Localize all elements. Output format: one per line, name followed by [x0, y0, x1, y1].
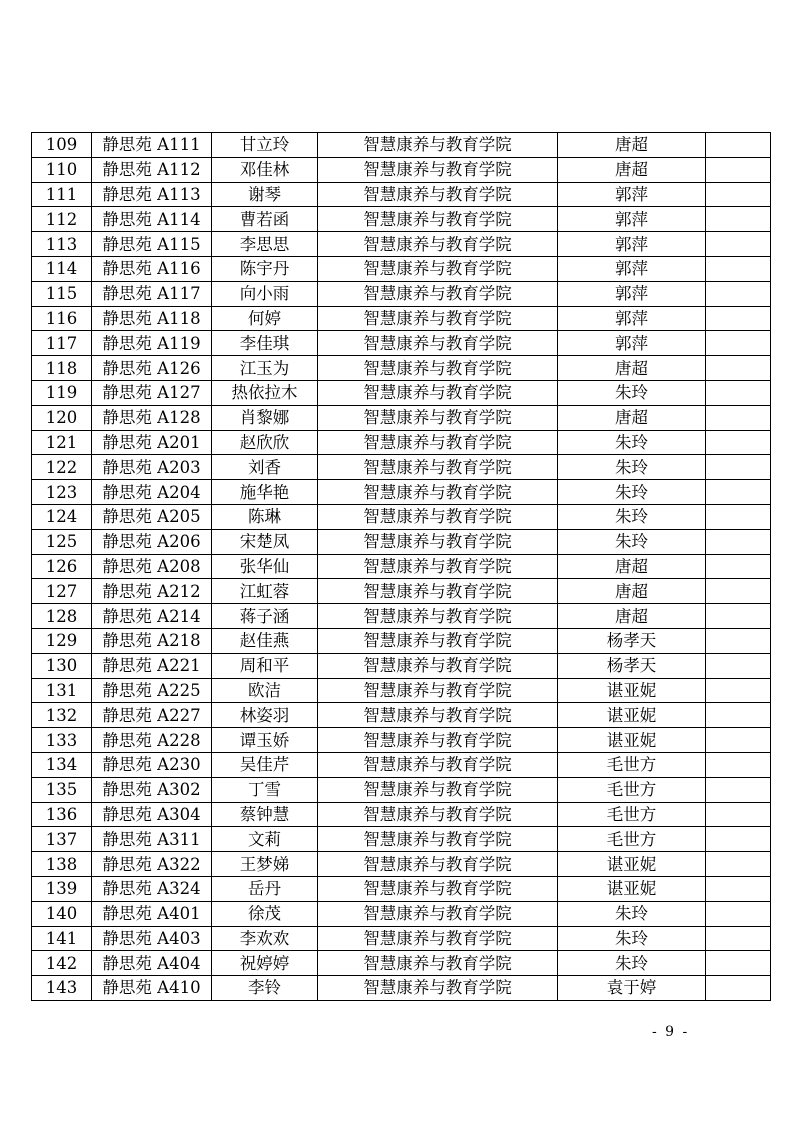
- cell-number: 111: [32, 182, 92, 207]
- cell-college: 智慧康养与教育学院: [318, 504, 558, 529]
- cell-counselor: 唐超: [558, 405, 706, 430]
- cell-note: [706, 504, 771, 529]
- cell-room: 静思苑 A212: [92, 579, 212, 604]
- cell-counselor: 朱玲: [558, 504, 706, 529]
- cell-name: 谭玉娇: [212, 728, 318, 753]
- cell-room: 静思苑 A118: [92, 306, 212, 331]
- cell-name: 林姿羽: [212, 703, 318, 728]
- cell-room: 静思苑 A218: [92, 628, 212, 653]
- cell-room: 静思苑 A204: [92, 480, 212, 505]
- cell-note: [706, 653, 771, 678]
- cell-room: 静思苑 A214: [92, 604, 212, 629]
- cell-number: 125: [32, 529, 92, 554]
- cell-college: 智慧康养与教育学院: [318, 728, 558, 753]
- cell-college: 智慧康养与教育学院: [318, 554, 558, 579]
- cell-college: 智慧康养与教育学院: [318, 430, 558, 455]
- table-row: [32, 380, 771, 405]
- cell-name: 江虹蓉: [212, 579, 318, 604]
- cell-counselor: 朱玲: [558, 926, 706, 951]
- cell-counselor: 唐超: [558, 604, 706, 629]
- cell-college: 智慧康养与教育学院: [318, 777, 558, 802]
- table-row: [32, 405, 771, 430]
- cell-college: 智慧康养与教育学院: [318, 182, 558, 207]
- cell-note: [706, 455, 771, 480]
- cell-number: 132: [32, 703, 92, 728]
- cell-room: 静思苑 A203: [92, 455, 212, 480]
- table-row: [32, 876, 771, 901]
- cell-room: 静思苑 A128: [92, 405, 212, 430]
- cell-number: 130: [32, 653, 92, 678]
- cell-note: [706, 752, 771, 777]
- cell-number: 128: [32, 604, 92, 629]
- cell-room: 静思苑 A322: [92, 852, 212, 877]
- cell-note: [706, 232, 771, 257]
- cell-note: [706, 157, 771, 182]
- cell-name: 张华仙: [212, 554, 318, 579]
- cell-room: 静思苑 A225: [92, 678, 212, 703]
- table-row: [32, 281, 771, 306]
- cell-note: [706, 628, 771, 653]
- table-row: [32, 777, 771, 802]
- cell-note: [706, 777, 771, 802]
- cell-college: 智慧康养与教育学院: [318, 256, 558, 281]
- cell-number: 143: [32, 976, 92, 1001]
- cell-college: 智慧康养与教育学院: [318, 852, 558, 877]
- cell-note: [706, 926, 771, 951]
- cell-note: [706, 802, 771, 827]
- cell-number: 135: [32, 777, 92, 802]
- cell-name: 蔡钟慧: [212, 802, 318, 827]
- cell-college: 智慧康养与教育学院: [318, 281, 558, 306]
- cell-college: 智慧康养与教育学院: [318, 802, 558, 827]
- cell-counselor: 郭萍: [558, 232, 706, 257]
- cell-counselor: 唐超: [558, 356, 706, 381]
- cell-college: 智慧康养与教育学院: [318, 926, 558, 951]
- cell-counselor: 谌亚妮: [558, 728, 706, 753]
- cell-counselor: 朱玲: [558, 951, 706, 976]
- table-row: [32, 256, 771, 281]
- cell-counselor: 毛世方: [558, 777, 706, 802]
- cell-number: 140: [32, 901, 92, 926]
- cell-note: [706, 207, 771, 232]
- cell-note: [706, 405, 771, 430]
- cell-counselor: 谌亚妮: [558, 852, 706, 877]
- cell-note: [706, 901, 771, 926]
- table-row: [32, 529, 771, 554]
- table-row: [32, 579, 771, 604]
- cell-number: 116: [32, 306, 92, 331]
- cell-college: 智慧康养与教育学院: [318, 356, 558, 381]
- cell-room: 静思苑 A127: [92, 380, 212, 405]
- cell-counselor: 郭萍: [558, 331, 706, 356]
- cell-room: 静思苑 A403: [92, 926, 212, 951]
- table-row: [32, 306, 771, 331]
- cell-counselor: 郭萍: [558, 182, 706, 207]
- cell-counselor: 杨孝天: [558, 628, 706, 653]
- cell-name: 赵欣欣: [212, 430, 318, 455]
- cell-room: 静思苑 A116: [92, 256, 212, 281]
- cell-counselor: 袁于婷: [558, 976, 706, 1001]
- cell-college: 智慧康养与教育学院: [318, 207, 558, 232]
- cell-name: 李佳琪: [212, 331, 318, 356]
- cell-name: 丁雪: [212, 777, 318, 802]
- cell-note: [706, 133, 771, 158]
- cell-note: [706, 281, 771, 306]
- cell-counselor: 谌亚妮: [558, 876, 706, 901]
- cell-number: 123: [32, 480, 92, 505]
- table-row: [32, 182, 771, 207]
- cell-note: [706, 256, 771, 281]
- cell-college: 智慧康养与教育学院: [318, 306, 558, 331]
- cell-counselor: 唐超: [558, 157, 706, 182]
- cell-counselor: 朱玲: [558, 901, 706, 926]
- cell-number: 134: [32, 752, 92, 777]
- table-row: [32, 901, 771, 926]
- cell-number: 109: [32, 133, 92, 158]
- page-number: - 9 -: [652, 1024, 690, 1040]
- cell-number: 114: [32, 256, 92, 281]
- cell-number: 121: [32, 430, 92, 455]
- cell-note: [706, 852, 771, 877]
- cell-name: 周和平: [212, 653, 318, 678]
- cell-note: [706, 951, 771, 976]
- cell-room: 静思苑 A228: [92, 728, 212, 753]
- cell-counselor: 毛世方: [558, 752, 706, 777]
- cell-room: 静思苑 A206: [92, 529, 212, 554]
- cell-counselor: 朱玲: [558, 455, 706, 480]
- cell-college: 智慧康养与教育学院: [318, 480, 558, 505]
- cell-name: 陈琳: [212, 504, 318, 529]
- cell-college: 智慧康养与教育学院: [318, 604, 558, 629]
- cell-name: 甘立玲: [212, 133, 318, 158]
- cell-counselor: 唐超: [558, 579, 706, 604]
- cell-room: 静思苑 A111: [92, 133, 212, 158]
- cell-number: 119: [32, 380, 92, 405]
- table-row: [32, 752, 771, 777]
- cell-counselor: 毛世方: [558, 827, 706, 852]
- cell-name: 何婷: [212, 306, 318, 331]
- cell-counselor: 谌亚妮: [558, 703, 706, 728]
- cell-number: 141: [32, 926, 92, 951]
- table-row: [32, 554, 771, 579]
- cell-college: 智慧康养与教育学院: [318, 380, 558, 405]
- table-row: [32, 430, 771, 455]
- cell-college: 智慧康养与教育学院: [318, 951, 558, 976]
- cell-room: 静思苑 A119: [92, 331, 212, 356]
- cell-college: 智慧康养与教育学院: [318, 653, 558, 678]
- table-row: [32, 207, 771, 232]
- table-row: [32, 331, 771, 356]
- cell-college: 智慧康养与教育学院: [318, 752, 558, 777]
- cell-name: 岳丹: [212, 876, 318, 901]
- cell-note: [706, 678, 771, 703]
- cell-name: 邓佳林: [212, 157, 318, 182]
- cell-counselor: 郭萍: [558, 281, 706, 306]
- cell-room: 静思苑 A201: [92, 430, 212, 455]
- cell-name: 李思思: [212, 232, 318, 257]
- table-row: [32, 455, 771, 480]
- cell-note: [706, 380, 771, 405]
- cell-number: 118: [32, 356, 92, 381]
- table-row: [32, 678, 771, 703]
- table-row: [32, 852, 771, 877]
- cell-college: 智慧康养与教育学院: [318, 405, 558, 430]
- cell-room: 静思苑 A221: [92, 653, 212, 678]
- cell-room: 静思苑 A304: [92, 802, 212, 827]
- cell-room: 静思苑 A302: [92, 777, 212, 802]
- dormitory-roster-table: [31, 132, 771, 1001]
- cell-room: 静思苑 A324: [92, 876, 212, 901]
- cell-note: [706, 827, 771, 852]
- cell-name: 宋楚凤: [212, 529, 318, 554]
- table-row: [32, 628, 771, 653]
- cell-number: 117: [32, 331, 92, 356]
- table-body: [32, 133, 771, 1001]
- cell-room: 静思苑 A126: [92, 356, 212, 381]
- cell-name: 李铃: [212, 976, 318, 1001]
- cell-college: 智慧康养与教育学院: [318, 157, 558, 182]
- cell-counselor: 杨孝天: [558, 653, 706, 678]
- cell-name: 刘香: [212, 455, 318, 480]
- cell-number: 131: [32, 678, 92, 703]
- cell-note: [706, 529, 771, 554]
- cell-number: 113: [32, 232, 92, 257]
- cell-room: 静思苑 A114: [92, 207, 212, 232]
- cell-note: [706, 331, 771, 356]
- cell-name: 李欢欢: [212, 926, 318, 951]
- cell-college: 智慧康养与教育学院: [318, 678, 558, 703]
- cell-room: 静思苑 A410: [92, 976, 212, 1001]
- cell-note: [706, 579, 771, 604]
- cell-room: 静思苑 A311: [92, 827, 212, 852]
- cell-room: 静思苑 A230: [92, 752, 212, 777]
- table-row: [32, 728, 771, 753]
- cell-name: 江玉为: [212, 356, 318, 381]
- cell-counselor: 郭萍: [558, 207, 706, 232]
- table-row: [32, 356, 771, 381]
- cell-college: 智慧康养与教育学院: [318, 703, 558, 728]
- cell-number: 126: [32, 554, 92, 579]
- cell-number: 127: [32, 579, 92, 604]
- cell-college: 智慧康养与教育学院: [318, 876, 558, 901]
- cell-college: 智慧康养与教育学院: [318, 976, 558, 1001]
- cell-counselor: 郭萍: [558, 306, 706, 331]
- cell-note: [706, 604, 771, 629]
- cell-note: [706, 306, 771, 331]
- cell-number: 122: [32, 455, 92, 480]
- cell-college: 智慧康养与教育学院: [318, 133, 558, 158]
- cell-number: 136: [32, 802, 92, 827]
- cell-college: 智慧康养与教育学院: [318, 331, 558, 356]
- cell-number: 133: [32, 728, 92, 753]
- table-row: [32, 133, 771, 158]
- cell-name: 肖黎娜: [212, 405, 318, 430]
- cell-college: 智慧康养与教育学院: [318, 628, 558, 653]
- cell-number: 129: [32, 628, 92, 653]
- cell-counselor: 朱玲: [558, 529, 706, 554]
- cell-note: [706, 976, 771, 1001]
- cell-name: 祝婷婷: [212, 951, 318, 976]
- cell-note: [706, 356, 771, 381]
- cell-counselor: 毛世方: [558, 802, 706, 827]
- cell-number: 137: [32, 827, 92, 852]
- cell-name: 吴佳芹: [212, 752, 318, 777]
- cell-name: 徐茂: [212, 901, 318, 926]
- table-row: [32, 802, 771, 827]
- cell-counselor: 唐超: [558, 554, 706, 579]
- cell-college: 智慧康养与教育学院: [318, 455, 558, 480]
- table-row: [32, 653, 771, 678]
- table-row: [32, 604, 771, 629]
- cell-college: 智慧康养与教育学院: [318, 529, 558, 554]
- cell-room: 静思苑 A227: [92, 703, 212, 728]
- table-row: [32, 703, 771, 728]
- cell-name: 陈宇丹: [212, 256, 318, 281]
- cell-room: 静思苑 A117: [92, 281, 212, 306]
- cell-room: 静思苑 A205: [92, 504, 212, 529]
- cell-counselor: 朱玲: [558, 380, 706, 405]
- cell-number: 138: [32, 852, 92, 877]
- cell-college: 智慧康养与教育学院: [318, 827, 558, 852]
- cell-room: 静思苑 A115: [92, 232, 212, 257]
- cell-number: 124: [32, 504, 92, 529]
- table-row: [32, 951, 771, 976]
- cell-note: [706, 728, 771, 753]
- cell-number: 120: [32, 405, 92, 430]
- cell-number: 115: [32, 281, 92, 306]
- cell-name: 曹若函: [212, 207, 318, 232]
- cell-college: 智慧康养与教育学院: [318, 232, 558, 257]
- cell-room: 静思苑 A404: [92, 951, 212, 976]
- cell-number: 142: [32, 951, 92, 976]
- cell-name: 谢琴: [212, 182, 318, 207]
- cell-note: [706, 182, 771, 207]
- cell-note: [706, 554, 771, 579]
- cell-college: 智慧康养与教育学院: [318, 579, 558, 604]
- cell-room: 静思苑 A401: [92, 901, 212, 926]
- cell-note: [706, 480, 771, 505]
- table-row: [32, 504, 771, 529]
- cell-name: 向小雨: [212, 281, 318, 306]
- cell-note: [706, 703, 771, 728]
- cell-counselor: 朱玲: [558, 430, 706, 455]
- cell-note: [706, 430, 771, 455]
- cell-room: 静思苑 A113: [92, 182, 212, 207]
- cell-name: 热依拉木: [212, 380, 318, 405]
- cell-counselor: 郭萍: [558, 256, 706, 281]
- cell-number: 139: [32, 876, 92, 901]
- cell-note: [706, 876, 771, 901]
- cell-counselor: 唐超: [558, 133, 706, 158]
- table-row: [32, 827, 771, 852]
- cell-college: 智慧康养与教育学院: [318, 901, 558, 926]
- cell-name: 赵佳燕: [212, 628, 318, 653]
- cell-name: 王梦娣: [212, 852, 318, 877]
- cell-room: 静思苑 A208: [92, 554, 212, 579]
- table-row: [32, 976, 771, 1001]
- cell-name: 文莉: [212, 827, 318, 852]
- table-row: [32, 232, 771, 257]
- cell-number: 112: [32, 207, 92, 232]
- cell-name: 蒋子涵: [212, 604, 318, 629]
- table-row: [32, 926, 771, 951]
- cell-name: 施华艳: [212, 480, 318, 505]
- table-row: [32, 157, 771, 182]
- cell-room: 静思苑 A112: [92, 157, 212, 182]
- cell-name: 欧洁: [212, 678, 318, 703]
- cell-number: 110: [32, 157, 92, 182]
- table-row: [32, 480, 771, 505]
- cell-counselor: 谌亚妮: [558, 678, 706, 703]
- cell-counselor: 朱玲: [558, 480, 706, 505]
